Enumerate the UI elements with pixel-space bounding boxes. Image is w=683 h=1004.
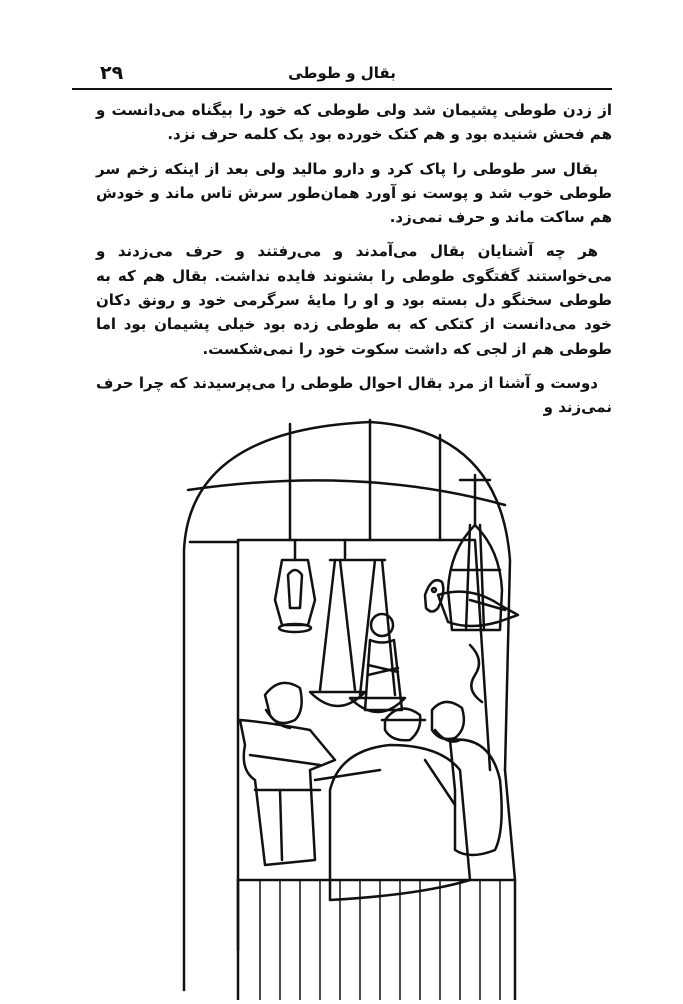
page-header xyxy=(72,58,612,86)
seated-man-left xyxy=(240,683,335,865)
paragraph: بقال سر طوطی را پاک کرد و دارو مالید ولی بعد از اینکه زخم سر طوطی خوب شد و پوست نو آورد همان‌طور سرش تاس ماند و خودش هم ساکت ماند و حرف نمی‌زد. xyxy=(96,159,612,227)
paragraph: هر چه آشنایان بقال می‌آمدند و می‌رفتند و حرف می‌زدند و می‌خواستند گفتگوی طوطی را بشنوند فایده نداشت. بقال هم که به طوطی سخنگو دل بسته بود و او را مایهٔ سرگرمی خود و رونق دکان خود می‌دانست از کتکی که به طوطی زده بود خیلی پشیمان بود اما طوطی هم از لجی که داشت سکوت خود را نمی‌شکست. xyxy=(96,242,612,358)
lantern-icon xyxy=(275,540,315,632)
seated-man-center xyxy=(315,709,470,900)
page-number: ۲۹ xyxy=(100,62,124,84)
scale-icon xyxy=(310,540,405,712)
header-rule xyxy=(72,88,612,90)
parrot-icon xyxy=(425,580,518,626)
body-text xyxy=(96,98,612,430)
running-title: بقال و طوطی xyxy=(288,64,396,82)
paragraph: دوست و آشنا از مرد بقال احوال طوطی را می‌پرسیدند که چرا حرف نمی‌زند و xyxy=(96,373,612,417)
shop-illustration xyxy=(170,410,550,1000)
shopkeeper-figure xyxy=(365,614,402,710)
birdcage-icon xyxy=(448,475,502,702)
paragraph: از زدن طوطی پشیمان شد ولی طوطی که خود را بیگناه می‌دانست و هم فحش شنیده بود و هم کتک خورده بود یک کلمه حرف نزد. xyxy=(96,101,612,144)
